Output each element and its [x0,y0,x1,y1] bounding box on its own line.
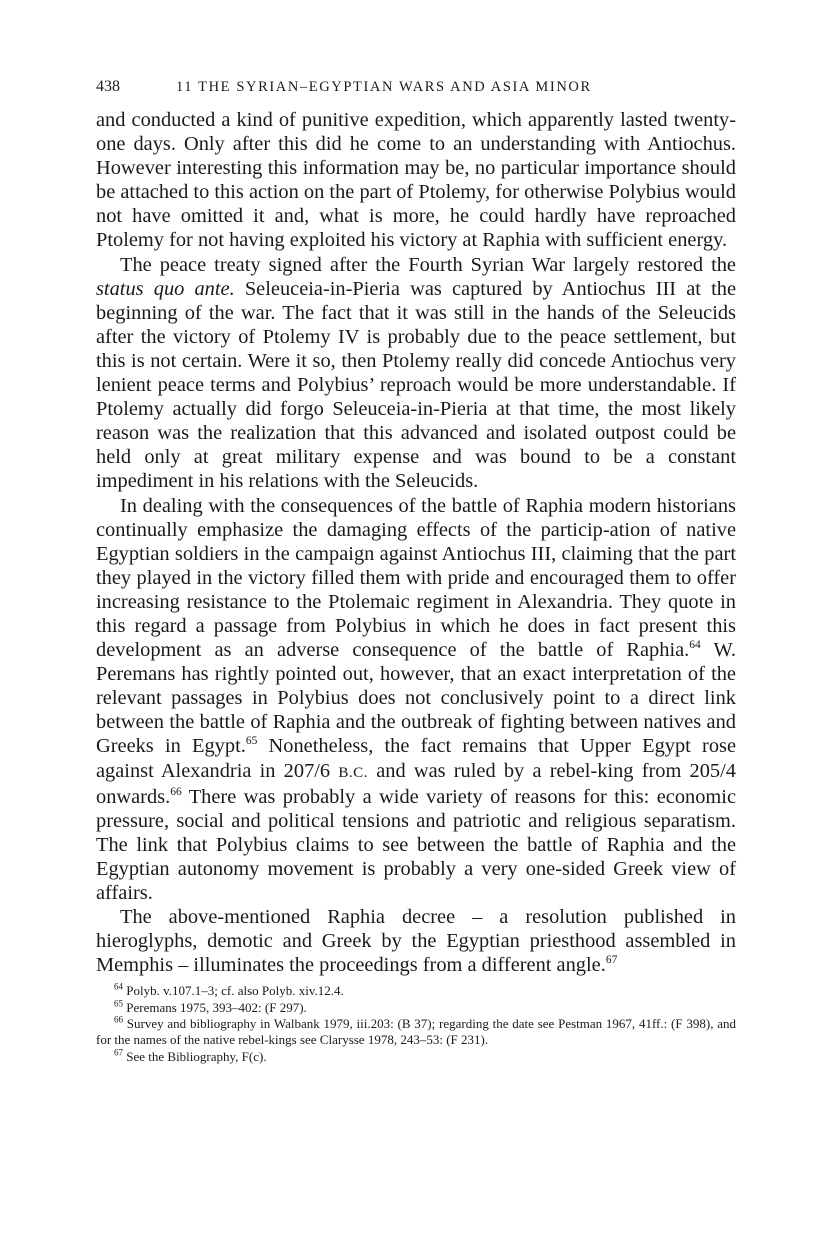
footnote-number: 66 [114,1014,123,1025]
footnote-number: 64 [114,982,123,993]
footnote-number: 67 [114,1047,123,1058]
paragraph-text: and was ruled by a rebel-king from 205/4 onwards. [96,759,736,808]
book-page [96,78,736,1065]
footnote-number: 65 [114,998,123,1009]
paragraph-text: The above-mentioned Raphia decree – a resolution published in hieroglyphs, demotic and Greek by the Egyptian priesthood assembled in Memphis – illuminates the proceedings from a different angle. [96,906,736,977]
footnote-text: Survey and bibliography in Walbank 1979, iii.203: (B 37); regarding the date see Pestman 1967, 41ff.: (F 398), and for the names of the native rebel-kings see Clarysse 1978, 243–53: (F 231). [96,1015,737,1048]
footnotes [96,983,736,1064]
paragraph-text: The peace treaty signed after the Fourth Syrian War largely restored the [120,253,736,276]
era-abbreviation: B.C. [338,764,368,781]
footnote-text: Peremans 1975, 393–402: (F 297). [126,999,307,1015]
paragraph [96,905,736,977]
footnote-ref[interactable]: 67 [605,954,618,967]
body-text [96,108,736,977]
footnote-text: See the Bibliography, F(c). [126,1048,267,1064]
page-number: 438 [96,78,120,95]
footnote-text: Polyb. v.107.1–3; cf. also Polyb. xiv.12.4. [126,983,344,999]
paragraph-text: and conducted a kind of punitive expedition, which apparently lasted twenty-one days. Only after this did he come to an understanding with Antiochus. However interesting this information may be, no particular importance should be attached to this action on the part of Ptolemy, for otherwise Polybius would not have omitted it and, what is more, he could hardly have reproached Ptolemy for not having exploited his victory at Raphia with sufficient energy. [96,109,736,252]
footnote-ref[interactable]: 66 [170,785,182,798]
running-head [96,78,736,100]
paragraph-text: Seleuceia-in-Pieria was captured by Antiochus III at the beginning of the war. The fact that it was still in the hands of the Seleucids after the victory of Ptolemy IV is probably due to the peace settlement, but this is not certain. Were it so, then Ptolemy really did concede Antiochus very lenient peace terms and Polybius’ reproach would be more understandable. If Ptolemy actually did forgo Seleuceia-in-Pieria at that time, the most likely reason was the realization that this advanced and isolated outpost could be held only at great military expense and was bound to be a constant impediment in his relations with the Seleucids. [96,277,737,493]
paragraph-text: There was probably a wide variety of reasons for this: economic pressure, social and political tensions and patriotic and religious separatism. The link that Polybius claims to see between the battle of Raphia and the Egyptian autonomy movement is probably a very one-sided Greek view of affairs. [96,785,736,904]
paragraph [96,253,736,494]
paragraph [96,108,736,253]
paragraph-text: Nonetheless, the fact remains that Upper Egypt rose against Alexandria in 207/6 [96,735,736,782]
paragraph-text: W. Peremans has rightly pointed out, however, that an exact interpretation of the relevant passages in Polybius does not conclusively point to a direct link between the battle of Raphia and the outbreak of fighting between natives and Greeks in Egypt. [96,639,737,758]
paragraph-text: In dealing with the consequences of the battle of Raphia modern historians continually emphasize the damaging effects of the particip-ation of native Egyptian soldiers in the campaign against Antiochus III, claiming that the part they played in the victory filled them with pride and encouraged them to offer increasing resistance to the Ptolemaic regiment in Alexandria. They quote in this regard a passage from Polybius in which he does in fact present this development as an adverse consequence of the battle of Raphia. [96,494,736,662]
running-title: 11 THE SYRIAN–EGYPTIAN WARS AND ASIA MINOR [176,79,592,95]
italic-phrase: status quo ante. [96,277,235,300]
footnote-ref[interactable]: 65 [245,735,258,748]
footnote-ref[interactable]: 64 [689,639,701,652]
paragraph [96,494,736,906]
footnote [96,1049,736,1065]
footnote [96,1000,736,1016]
footnote [96,1016,736,1049]
footnote [96,983,736,999]
